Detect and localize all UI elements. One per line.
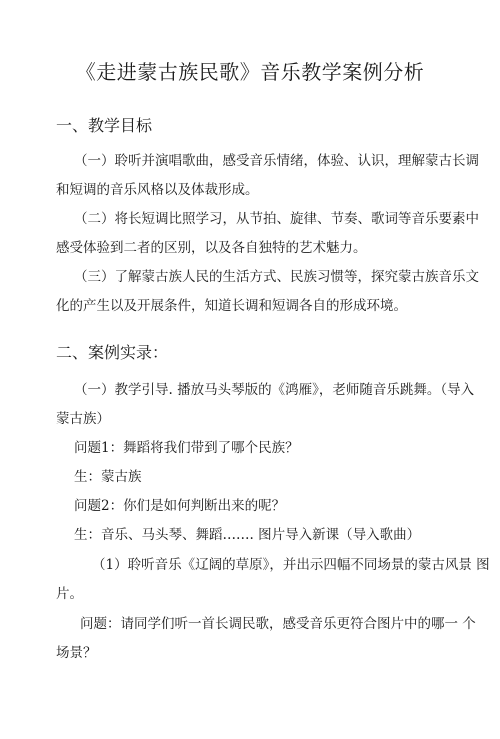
case-line-6: 生：音乐、马头琴、舞蹈……. 图片导入新课（导入歌曲） (74, 527, 421, 543)
section-heading-objectives: 一、教学目标 (56, 116, 153, 135)
case-line-5: 问题2：你们是如何判断出来的呢？ (74, 498, 286, 514)
case-line-9: 问题：请同学们听一首长调民歌，感受音乐更符合图片中的哪一 个 (80, 616, 476, 632)
objective-line-1: （一）聆听并演唱歌曲，感受音乐情绪，体验、认识，理解蒙古长调 (74, 153, 479, 169)
objective-line-2: 和短调的音乐风格以及体裁形成。 (56, 182, 259, 198)
section-heading-case-record: 二、案例实录： (56, 343, 169, 362)
case-line-7: （1）聆听音乐《辽阔的草原》，并出示四幅不同场景的蒙古风景 图 (92, 557, 490, 573)
case-line-8: 片。 (56, 586, 83, 602)
objective-line-3: （二）将长短调比照学习，从节拍、旋律、节奏、歌词等音乐要素中 (74, 211, 479, 227)
case-line-3: 问题1：舞蹈将我们带到了哪个民族？ (74, 440, 299, 456)
case-line-2: 蒙古族） (56, 411, 110, 427)
case-line-1: （一）教学引导. 播放马头琴版的《鸿雁》，老师随音乐跳舞。（导入 (74, 382, 475, 398)
case-line-4: 生：蒙古族 (74, 469, 142, 485)
case-line-10: 场景？ (56, 645, 97, 661)
objective-line-5: （三）了解蒙古族人民的生活方式、民族习惯等，探究蒙古族音乐文 (74, 269, 479, 285)
objective-line-6: 化的产生以及开展条件，知道长调和短调各自的形成环境。 (56, 298, 407, 314)
document-title: 《走进蒙古族民歌》音乐教学案例分析 (75, 60, 425, 84)
objective-line-4: 感受体验到二者的区别，以及各自独特的艺术魅力。 (56, 240, 367, 256)
